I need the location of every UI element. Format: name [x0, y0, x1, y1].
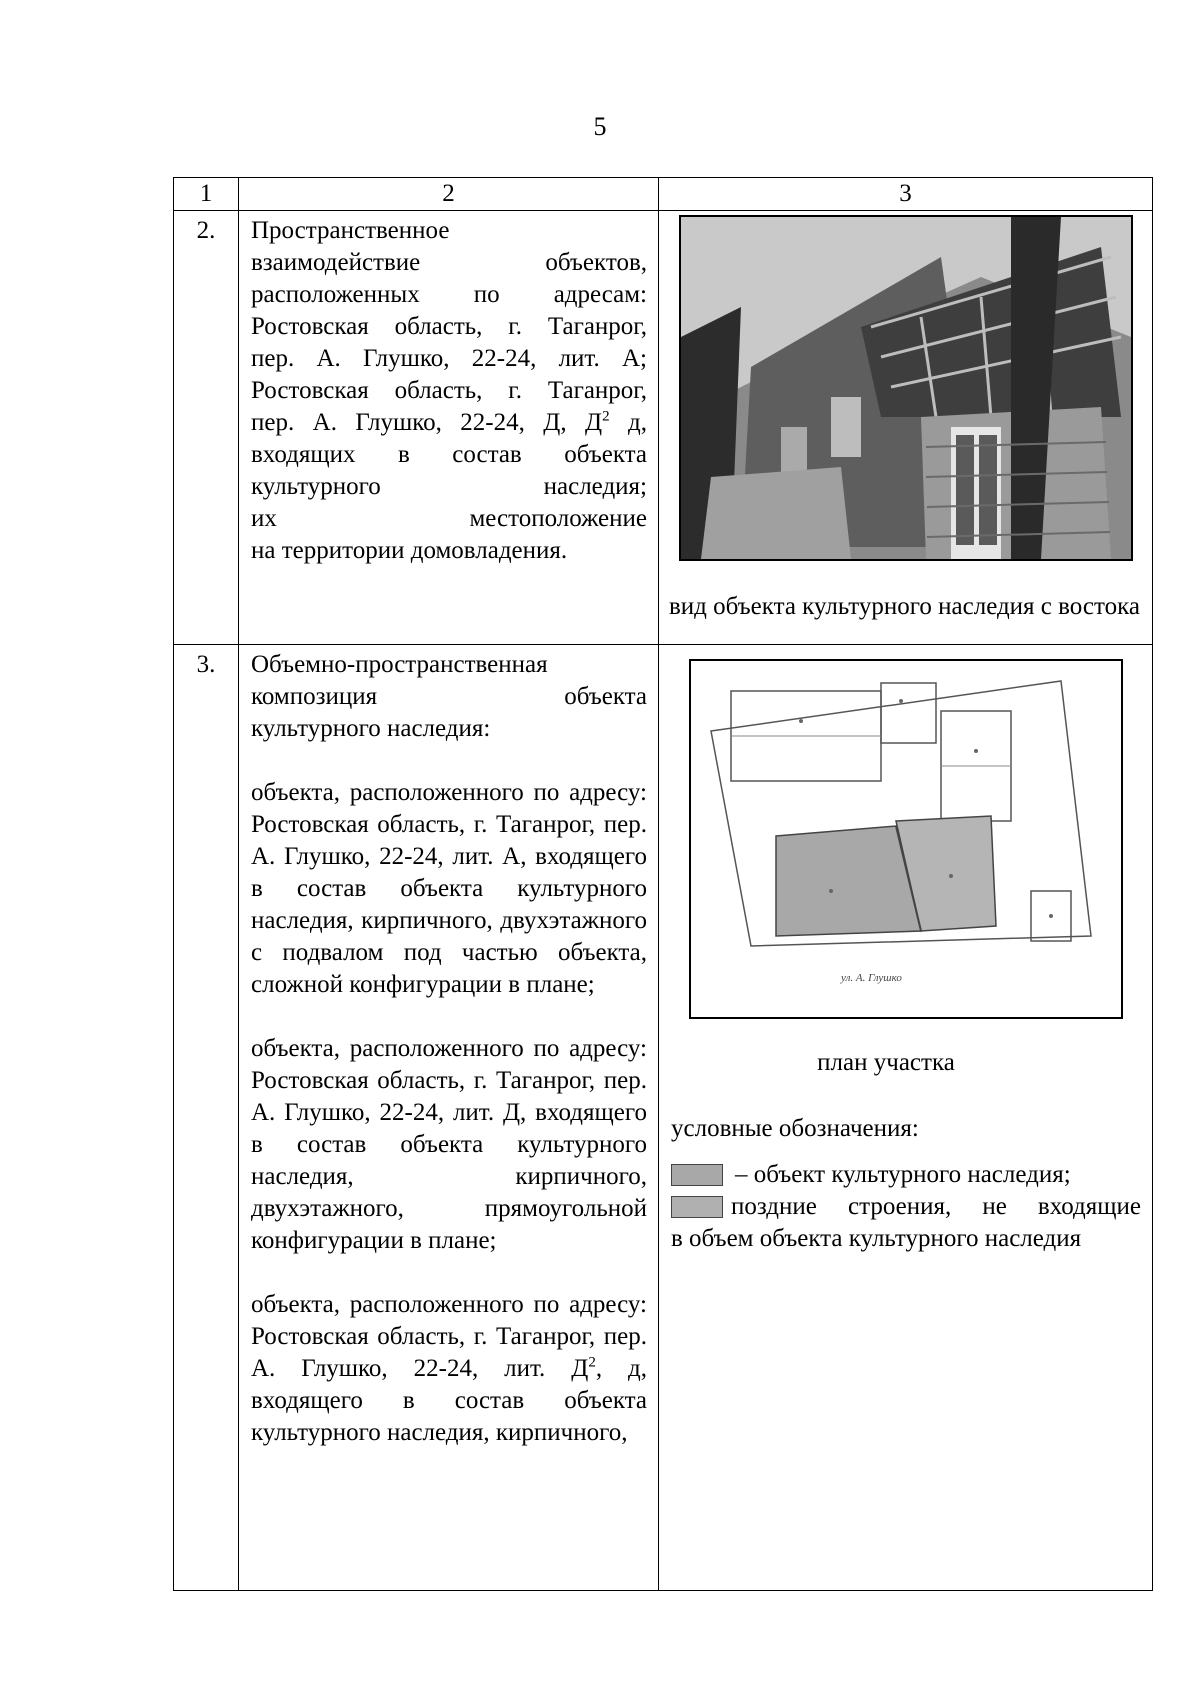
- legend-swatch-later: [671, 1196, 723, 1218]
- text-line: входящих в состав объекта: [251, 441, 647, 468]
- text-fragment: , д, входящего в состав объекта культурного наследия, кирпичного,: [251, 1355, 647, 1446]
- superscript: 2: [588, 1354, 596, 1371]
- table-row: [174, 211, 1153, 645]
- building-photo-graphic: [681, 217, 1131, 559]
- plan-street-label: ул. А. Глушко: [841, 972, 902, 984]
- photo-cell: [659, 211, 1153, 645]
- text-line: Ростовская область, г. Таганрог,: [251, 313, 647, 340]
- header-col-3: 3: [659, 178, 1153, 211]
- legend-label-continuation: в объем объекта культурного наследия: [671, 1225, 1082, 1252]
- header-col-2: 2: [239, 178, 659, 211]
- legend-label: поздние строения, не входящие: [731, 1193, 1141, 1220]
- text-line: композиция объекта: [251, 683, 647, 710]
- object-description: [251, 1289, 647, 1449]
- legend-title: условные обозначения:: [671, 1115, 919, 1142]
- text-line: культурного наследия;: [251, 473, 647, 500]
- building-photo: [679, 215, 1133, 561]
- text-line: Объемно-пространственная: [251, 651, 548, 678]
- text-line: [251, 407, 647, 439]
- text-line: на территории домовладения.: [251, 537, 568, 564]
- header-col-1: 1: [174, 178, 239, 211]
- photo-caption: вид объекта культурного наследия с востока: [669, 593, 1140, 620]
- row-number: 3.: [174, 645, 239, 1591]
- object-description: объекта, расположенного по адресу: Ростовская область, г. Таганрог, пер. А. Глушко, 22-24, лит. Д, входящего в состав объекта культурного наследия, кирпичного, двухэтажного, прямоугольной конфигурации в плане;: [251, 1035, 647, 1254]
- table-row: [174, 645, 1153, 1591]
- legend-item-later-buildings: [671, 1191, 1141, 1223]
- site-plan: [689, 659, 1123, 1019]
- legend-swatch-heritage: [671, 1164, 723, 1186]
- text-line: Ростовская область, г. Таганрог,: [251, 377, 647, 404]
- text-line: Пространственное: [251, 217, 450, 244]
- row-description: [239, 211, 659, 645]
- text-fragment: пер. А. Глушко, 22-24, Д, Д: [251, 409, 603, 436]
- row-number: 2.: [174, 211, 239, 645]
- site-plan-graphic: [691, 661, 1121, 1017]
- legend-item-heritage: [671, 1159, 1141, 1191]
- plan-caption: план участка: [817, 1049, 955, 1076]
- superscript: 2: [602, 408, 610, 425]
- text-line: их местоположение: [251, 505, 647, 532]
- legend-label: – объект культурного наследия;: [735, 1161, 1071, 1188]
- text-line: культурного наследия:: [251, 715, 491, 742]
- text-line: пер. А. Глушко, 22-24, лит. А;: [251, 345, 647, 372]
- text-fragment: д,: [609, 409, 647, 436]
- text-line: взаимодействие объектов,: [251, 249, 647, 276]
- text-line: расположенных по адресам:: [251, 281, 647, 308]
- page-number: 5: [593, 112, 607, 141]
- header-row: [174, 178, 1153, 211]
- text-fragment: объекта, расположенного по адресу: Ростовская область, г. Таганрог, пер. А. Глушко, 22-24, лит. Д: [251, 1291, 647, 1382]
- object-description: объекта, расположенного по адресу: Ростовская область, г. Таганрог, пер. А. Глушко, 22-24, лит. А, входящего в состав объекта культурного наследия, кирпичного, двухэтажного с подвалом под частью объекта, сложной конфигурации в плане;: [251, 779, 647, 998]
- plan-cell: [659, 645, 1153, 1591]
- heritage-table: [173, 177, 1153, 1591]
- row-description: [239, 645, 659, 1591]
